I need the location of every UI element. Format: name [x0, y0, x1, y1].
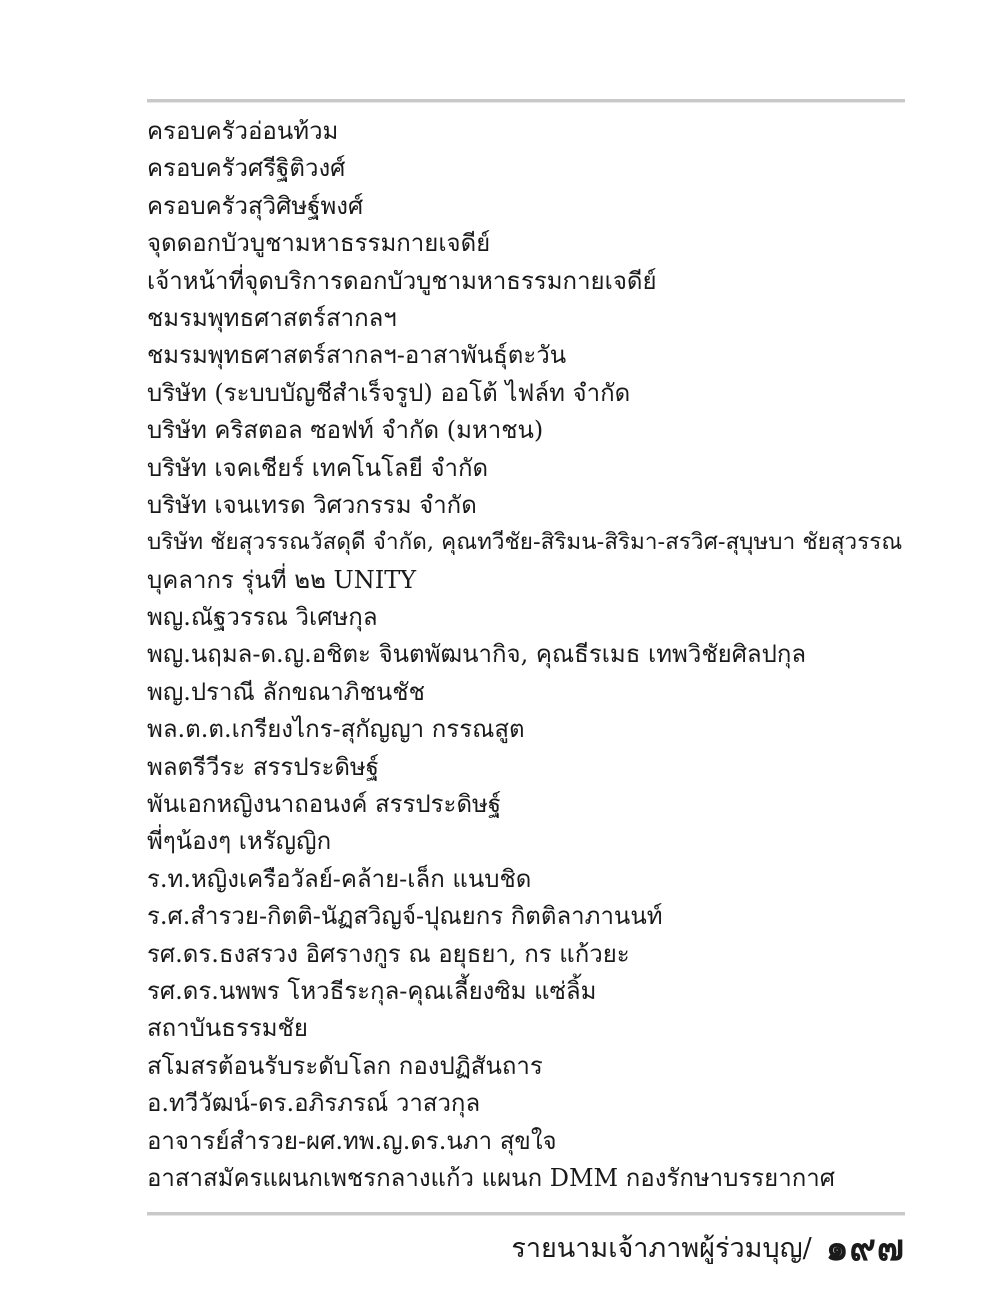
- list-item: บริษัท (ระบบบัญชีสำเร็จรูป) ออโต้ ไฟล์ท จำกัด: [147, 378, 631, 407]
- list-item: รศ.ดร.ธงสรวง อิศรางกูร ณ อยุธยา, กร แก้วยะ: [147, 939, 630, 968]
- list-item: สโมสรต้อนรับระดับโลก กองปฏิสันถาร: [147, 1051, 543, 1080]
- list-item: พล.ต.ต.เกรียงไกร-สุกัญญา กรรณสูต: [147, 715, 525, 744]
- list-item: ครอบครัวอ่อนท้วม: [147, 117, 339, 145]
- page-number: ๑๙๗: [825, 1226, 905, 1269]
- list-item: อาสาสมัครแผนกเพชรกลางแก้ว แผนก DMM กองรักษาบรรยากาศ: [147, 1163, 835, 1192]
- list-item: ร.ศ.สำรวย-กิตติ-นัฏสวิญจ์-ปุณยกร กิตติลาภานนท์: [147, 902, 663, 931]
- list-item: รศ.ดร.นพพร โหวธีระกุล-คุณเลี้ยงซิม แซ่ลิ้ม: [147, 976, 597, 1005]
- list-item: พันเอกหญิงนาถอนงค์ สรรประดิษฐ์: [147, 790, 502, 819]
- list-item: อ.ทวีวัฒน์-ดร.อภิรภรณ์ วาสวกุล: [147, 1089, 481, 1118]
- list-item: พี่ๆน้องๆ เหรัญญิก: [147, 827, 332, 856]
- list-item: ชมรมพุทธศาสตร์สากลฯ-อาสาพันธุ์ตะวัน: [147, 341, 567, 370]
- list-item: อาจารย์สำรวย-ผศ.ทพ.ญ.ดร.นภา สุขใจ: [147, 1126, 557, 1155]
- list-item: พลตรีวีระ สรรประดิษฐ์: [147, 752, 379, 781]
- page-footer: [511, 1222, 905, 1272]
- list-item: ครอบครัวศรีฐิติวงศ์: [147, 154, 346, 183]
- donor-list: [147, 113, 905, 1197]
- list-item: จุดดอกบัวบูชามหาธรรมกายเจดีย์: [147, 229, 491, 258]
- list-item: พญ.ณัฐวรรณ วิเศษกุล: [147, 603, 378, 632]
- list-item: ครอบครัวสุวิศิษฐ์พงศ์: [147, 191, 364, 220]
- list-item: สถาบันธรรมชัย: [147, 1014, 308, 1043]
- list-item: ชมรมพุทธศาสตร์สากลฯ: [147, 303, 397, 332]
- list-item: บริษัท คริสตอล ซอฟท์ จำกัด (มหาชน): [147, 416, 544, 445]
- list-item: บริษัท ชัยสุวรรณวัสดุดี จำกัด, คุณทวีชัย-สิริมน-สิริมา-สรวิศ-สุบุษบา ชัยสุวรรณ: [147, 529, 903, 556]
- list-item: บริษัท เจคเชียร์ เทคโนโลยี จำกัด: [147, 453, 489, 482]
- list-item: ร.ท.หญิงเครือวัลย์-คล้าย-เล็ก แนบชิด: [147, 864, 532, 893]
- list-item: เจ้าหน้าที่จุดบริการดอกบัวบูชามหาธรรมกายเจดีย์: [147, 266, 657, 295]
- footer-title: รายนามเจ้าภาพผู้ร่วมบุญ/: [511, 1232, 812, 1264]
- list-item: พญ.ปราณี ลักขณาภิชนชัช: [147, 677, 425, 706]
- bottom-divider: [147, 1212, 905, 1216]
- list-item: บุคลากร รุ่นที่ ๒๒ UNITY: [147, 565, 417, 594]
- list-item: บริษัท เจนเทรด วิศวกรรม จำกัด: [147, 490, 477, 519]
- top-divider: [147, 99, 905, 103]
- list-item: พญ.นฤมล-ด.ญ.อชิตะ จินตพัฒนากิจ, คุณธีรเมธ เทพวิชัยศิลปกุล: [147, 640, 807, 669]
